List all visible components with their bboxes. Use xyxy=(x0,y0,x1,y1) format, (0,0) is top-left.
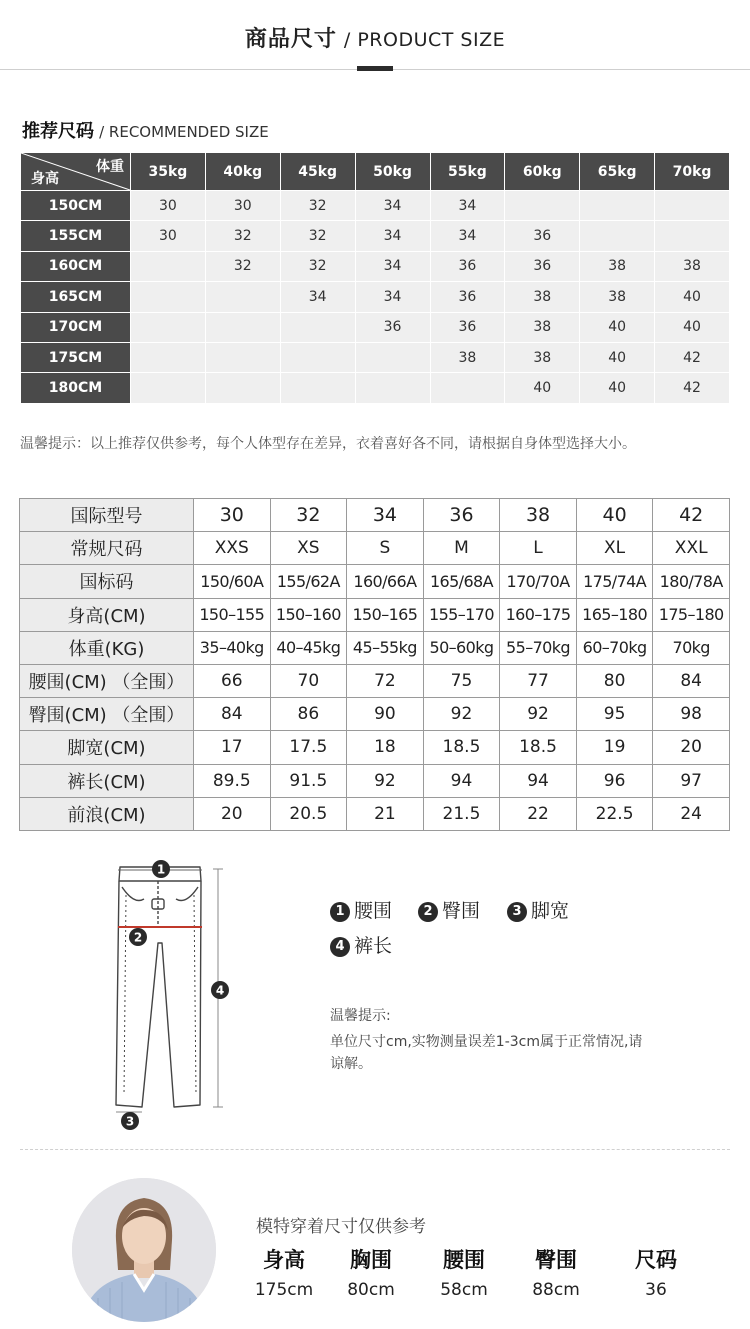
model-stat-label: 胸围 xyxy=(350,1248,392,1272)
spec-cell: 17.5 xyxy=(270,731,347,764)
size-cell xyxy=(655,221,730,251)
size-cell: 40 xyxy=(655,282,730,312)
size-cell: 34 xyxy=(280,282,355,312)
weight-header: 50kg xyxy=(355,153,430,191)
model-stat-value: 175cm xyxy=(254,1280,314,1300)
spec-cell: 92 xyxy=(347,764,424,797)
weight-header: 45kg xyxy=(280,153,355,191)
size-cell: 36 xyxy=(355,312,430,342)
size-cell: 36 xyxy=(505,251,580,281)
spec-cell: 92 xyxy=(500,698,577,731)
spec-cell: XL xyxy=(576,532,653,565)
spec-cell: 20 xyxy=(194,797,271,830)
recommended-size-heading xyxy=(22,117,269,143)
model-stat-label: 身高 xyxy=(263,1248,305,1272)
size-cell: 34 xyxy=(355,221,430,251)
pants-measurement-diagram xyxy=(100,855,250,1135)
spec-cell: 40–45kg xyxy=(270,631,347,664)
height-label: 155CM xyxy=(21,221,131,251)
height-label: 150CM xyxy=(21,191,131,221)
size-cell: 40 xyxy=(580,342,655,372)
measurement-tip-title: 温馨提示: xyxy=(330,1008,391,1024)
size-cell: 30 xyxy=(205,191,280,221)
spec-cell: 80 xyxy=(576,664,653,697)
marker-length xyxy=(211,981,229,999)
spec-cell: 97 xyxy=(653,764,730,797)
spec-row xyxy=(20,731,730,764)
legend-length xyxy=(330,931,392,958)
model-stat-height xyxy=(239,1244,329,1300)
model-stat-label: 腰围 xyxy=(443,1248,485,1272)
model-avatar xyxy=(72,1178,216,1322)
marker-waist xyxy=(152,860,170,878)
spec-cell: 18.5 xyxy=(423,731,500,764)
marker-hem xyxy=(121,1112,139,1130)
size-row xyxy=(21,221,730,251)
size-row xyxy=(21,342,730,372)
spec-row xyxy=(20,499,730,532)
spec-cell: 98 xyxy=(653,698,730,731)
weight-header: 70kg xyxy=(655,153,730,191)
spec-cell: 34 xyxy=(347,499,424,532)
spec-cell: 150/60A xyxy=(194,565,271,598)
spec-cell: 84 xyxy=(194,698,271,731)
title-zh: 商品尺寸 xyxy=(244,27,337,52)
spec-cell: 55–70kg xyxy=(500,631,577,664)
size-row xyxy=(21,312,730,342)
size-cell xyxy=(280,373,355,403)
svg-text:1: 1 xyxy=(156,862,166,877)
legend-label: 脚宽 xyxy=(531,900,570,922)
spec-cell: 95 xyxy=(576,698,653,731)
model-stat-waist xyxy=(419,1244,509,1300)
size-cell xyxy=(205,373,280,403)
spec-cell: 19 xyxy=(576,731,653,764)
height-label: 165CM xyxy=(21,282,131,312)
legend-hem xyxy=(507,896,569,923)
spec-cell: 94 xyxy=(423,764,500,797)
size-cell: 36 xyxy=(430,312,505,342)
legend-hip xyxy=(418,896,480,923)
spec-row xyxy=(20,698,730,731)
spec-cell: XS xyxy=(270,532,347,565)
size-cell xyxy=(430,373,505,403)
spec-cell: 50–60kg xyxy=(423,631,500,664)
spec-cell: 180/78A xyxy=(653,565,730,598)
title-underline xyxy=(357,66,393,71)
spec-cell: 24 xyxy=(653,797,730,830)
size-cell xyxy=(280,342,355,372)
legend-waist xyxy=(330,896,392,923)
spec-cell: 160–175 xyxy=(500,598,577,631)
spec-cell: 72 xyxy=(347,664,424,697)
spec-label: 国际型号 xyxy=(20,499,194,532)
svg-text:2: 2 xyxy=(133,930,143,945)
spec-cell: 70 xyxy=(270,664,347,697)
spec-cell: 77 xyxy=(500,664,577,697)
size-cell: 42 xyxy=(655,342,730,372)
legend-number: 1 xyxy=(330,902,350,922)
weight-header: 60kg xyxy=(505,153,580,191)
spec-cell: 150–160 xyxy=(270,598,347,631)
model-note: 模特穿着尺寸仅供参考 xyxy=(256,1217,426,1237)
spec-cell: 22 xyxy=(500,797,577,830)
spec-cell: 45–55kg xyxy=(347,631,424,664)
spec-cell: 18 xyxy=(347,731,424,764)
size-cell: 38 xyxy=(505,312,580,342)
size-cell: 40 xyxy=(580,312,655,342)
size-cell: 36 xyxy=(505,221,580,251)
spec-label: 前浪(CM) xyxy=(20,797,194,830)
spec-cell: 165–180 xyxy=(576,598,653,631)
measurement-tip-body: 单位尺寸cm,实物测量误差1-3cm属于正常情况,请谅解。 xyxy=(330,1034,643,1072)
size-row xyxy=(21,191,730,221)
size-cell: 38 xyxy=(580,282,655,312)
spec-label: 裤长(CM) xyxy=(20,764,194,797)
spec-cell: 150–165 xyxy=(347,598,424,631)
spec-label: 臀围(CM) （全围） xyxy=(20,698,194,731)
spec-cell: 40 xyxy=(576,499,653,532)
recommended-title-en: / RECOMMENDED SIZE xyxy=(99,123,269,141)
spec-row xyxy=(20,598,730,631)
spec-cell: 90 xyxy=(347,698,424,731)
spec-cell: 21 xyxy=(347,797,424,830)
spec-cell: 32 xyxy=(270,499,347,532)
size-cell xyxy=(205,312,280,342)
model-stat-label: 尺码 xyxy=(635,1248,677,1272)
size-cell: 36 xyxy=(430,282,505,312)
legend-number: 3 xyxy=(507,902,527,922)
size-cell xyxy=(355,373,430,403)
spec-cell: 20.5 xyxy=(270,797,347,830)
recommended-size-table xyxy=(20,152,730,404)
size-cell xyxy=(131,342,206,372)
spec-cell: L xyxy=(500,532,577,565)
page-header xyxy=(0,0,750,70)
model-stat-bust xyxy=(326,1244,416,1300)
corner-weight-label: 体重 xyxy=(96,159,124,175)
spec-cell: 21.5 xyxy=(423,797,500,830)
spec-cell: 84 xyxy=(653,664,730,697)
weight-header: 65kg xyxy=(580,153,655,191)
spec-cell: 30 xyxy=(194,499,271,532)
weight-header-row xyxy=(21,153,730,191)
spec-cell: 60–70kg xyxy=(576,631,653,664)
spec-cell: M xyxy=(423,532,500,565)
spec-cell: 150–155 xyxy=(194,598,271,631)
spec-row xyxy=(20,631,730,664)
size-cell xyxy=(580,191,655,221)
model-stat-value: 36 xyxy=(645,1280,667,1300)
size-cell xyxy=(355,342,430,372)
marker-hip xyxy=(129,928,147,946)
spec-cell: 36 xyxy=(423,499,500,532)
size-cell: 32 xyxy=(205,221,280,251)
size-cell: 38 xyxy=(505,282,580,312)
size-spec-table xyxy=(19,498,730,831)
size-cell: 38 xyxy=(430,342,505,372)
size-cell: 32 xyxy=(280,221,355,251)
model-stat-label: 臀围 xyxy=(535,1248,577,1272)
size-row xyxy=(21,251,730,281)
size-cell: 34 xyxy=(355,191,430,221)
spec-row xyxy=(20,764,730,797)
corner-cell xyxy=(21,153,131,191)
spec-cell: 35–40kg xyxy=(194,631,271,664)
spec-cell: 170/70A xyxy=(500,565,577,598)
spec-label: 国标码 xyxy=(20,565,194,598)
spec-label: 脚宽(CM) xyxy=(20,731,194,764)
size-cell: 40 xyxy=(655,312,730,342)
spec-cell: 17 xyxy=(194,731,271,764)
spec-cell: 155/62A xyxy=(270,565,347,598)
spec-label: 腰围(CM) （全围） xyxy=(20,664,194,697)
size-cell xyxy=(205,282,280,312)
size-cell xyxy=(131,373,206,403)
size-cell: 40 xyxy=(505,373,580,403)
spec-label: 常规尺码 xyxy=(20,532,194,565)
size-cell xyxy=(131,251,206,281)
size-cell xyxy=(131,282,206,312)
spec-cell: 175/74A xyxy=(576,565,653,598)
spec-cell: 160/66A xyxy=(347,565,424,598)
model-stat-value: 58cm xyxy=(440,1280,488,1300)
size-cell: 32 xyxy=(205,251,280,281)
weight-header: 40kg xyxy=(205,153,280,191)
size-cell: 30 xyxy=(131,221,206,251)
spec-row xyxy=(20,664,730,697)
spec-cell: XXL xyxy=(653,532,730,565)
spec-cell: 75 xyxy=(423,664,500,697)
legend-label: 臀围 xyxy=(442,900,481,922)
spec-cell: 155–170 xyxy=(423,598,500,631)
recommended-title-zh: 推荐尺码 xyxy=(22,121,94,142)
recommendation-tip: 温馨提示：以上推荐仅供参考，每个人体型存在差异，衣着喜好各不同，请根据自身体型选择大小。 xyxy=(20,436,636,452)
size-cell: 30 xyxy=(131,191,206,221)
spec-cell: XXS xyxy=(194,532,271,565)
model-stat-hip xyxy=(511,1244,601,1300)
spec-cell: 89.5 xyxy=(194,764,271,797)
spec-cell: 22.5 xyxy=(576,797,653,830)
height-label: 175CM xyxy=(21,342,131,372)
spec-cell: 86 xyxy=(270,698,347,731)
size-cell: 34 xyxy=(355,282,430,312)
legend-number: 4 xyxy=(330,937,350,957)
size-cell: 34 xyxy=(430,221,505,251)
spec-cell: 70kg xyxy=(653,631,730,664)
size-row xyxy=(21,282,730,312)
legend-label: 腰围 xyxy=(354,900,393,922)
size-cell: 34 xyxy=(430,191,505,221)
spec-label: 体重(KG) xyxy=(20,631,194,664)
size-cell: 34 xyxy=(355,251,430,281)
spec-cell: 38 xyxy=(500,499,577,532)
size-cell xyxy=(655,191,730,221)
spec-cell: 94 xyxy=(500,764,577,797)
spec-cell: 66 xyxy=(194,664,271,697)
size-cell xyxy=(131,312,206,342)
spec-cell: 165/68A xyxy=(423,565,500,598)
size-cell xyxy=(205,342,280,372)
spec-label: 身高(CM) xyxy=(20,598,194,631)
spec-cell: 92 xyxy=(423,698,500,731)
size-cell xyxy=(280,312,355,342)
model-stat-size xyxy=(611,1244,701,1300)
spec-cell: 42 xyxy=(653,499,730,532)
page-title xyxy=(0,22,750,53)
height-label: 170CM xyxy=(21,312,131,342)
model-stat-value: 80cm xyxy=(347,1280,395,1300)
svg-text:4: 4 xyxy=(215,983,225,998)
weight-header: 55kg xyxy=(430,153,505,191)
size-cell: 40 xyxy=(580,373,655,403)
size-cell xyxy=(505,191,580,221)
spec-cell: 18.5 xyxy=(500,731,577,764)
svg-text:3: 3 xyxy=(125,1114,135,1129)
spec-cell: 96 xyxy=(576,764,653,797)
size-cell: 38 xyxy=(655,251,730,281)
size-cell: 32 xyxy=(280,251,355,281)
size-cell: 42 xyxy=(655,373,730,403)
spec-cell: 175–180 xyxy=(653,598,730,631)
title-en: / PRODUCT SIZE xyxy=(343,29,506,51)
size-row xyxy=(21,373,730,403)
spec-cell: S xyxy=(347,532,424,565)
size-cell: 38 xyxy=(580,251,655,281)
legend-number: 2 xyxy=(418,902,438,922)
spec-cell: 91.5 xyxy=(270,764,347,797)
size-cell: 32 xyxy=(280,191,355,221)
size-cell: 38 xyxy=(505,342,580,372)
model-stat-value: 88cm xyxy=(532,1280,580,1300)
pants-outline xyxy=(116,867,201,1107)
size-cell: 36 xyxy=(430,251,505,281)
section-divider xyxy=(20,1149,730,1150)
height-label: 180CM xyxy=(21,373,131,403)
spec-row xyxy=(20,797,730,830)
size-cell xyxy=(580,221,655,251)
height-label: 160CM xyxy=(21,251,131,281)
spec-cell: 20 xyxy=(653,731,730,764)
spec-row xyxy=(20,565,730,598)
legend-label: 裤长 xyxy=(354,935,393,957)
spec-row xyxy=(20,532,730,565)
corner-height-label: 身高 xyxy=(31,171,59,187)
weight-header: 35kg xyxy=(131,153,206,191)
model-portrait xyxy=(72,1178,216,1322)
